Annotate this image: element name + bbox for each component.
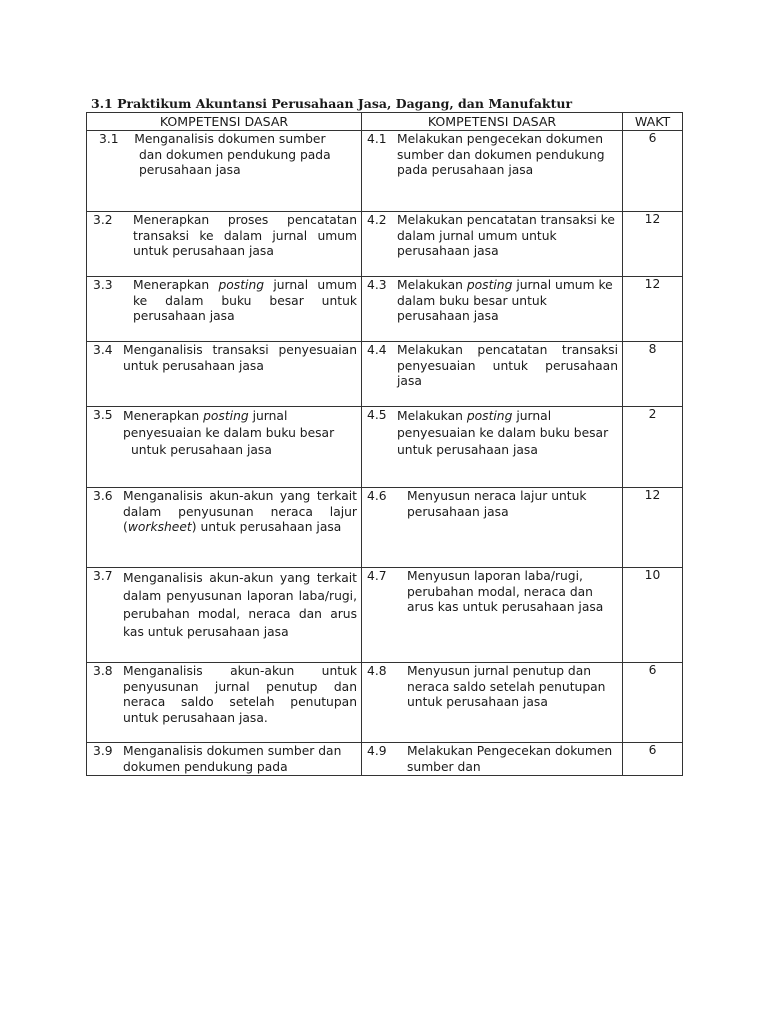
kd3-text-continued: dan dokumen pendukung pada perusahaan jasa: [139, 147, 331, 177]
kd3-text-continued: untuk perusahaan jasa: [131, 443, 272, 457]
kd4-cell: [362, 407, 623, 488]
kd4-cell: [362, 743, 623, 776]
kd4-text: Melakukan pencatatan transaksi penyesuaian untuk perusahaan jasa: [397, 343, 618, 388]
kd3-cell: [87, 568, 362, 663]
kd3-cell: [87, 407, 362, 488]
waktu-cell: 12: [623, 277, 683, 342]
kd3-text: Menerapkan posting jurnal penyesuaian ke dalam buku besar: [123, 409, 335, 440]
kd3-text: Menerapkan posting jurnal umum ke dalam buku besar untuk perusahaan jasa: [133, 278, 357, 323]
table-row: [87, 407, 683, 488]
waktu-cell: 8: [623, 342, 683, 407]
kd3-number: 3.5: [93, 408, 113, 422]
kd4-number: 4.7: [367, 569, 387, 583]
kd3-text: Menganalisis dokumen sumber: [134, 132, 326, 146]
kd4-cell: [362, 568, 623, 663]
kd4-number: 4.9: [367, 744, 387, 758]
kd4-text: Melakukan Pengecekan dokumen sumber dan: [407, 744, 613, 774]
kd3-text: Menganalisis transaksi penyesuaian untuk perusahaan jasa: [123, 343, 357, 373]
waktu-cell: 6: [623, 663, 683, 743]
kd4-number: 4.3: [367, 278, 387, 292]
table-header-row: [87, 113, 683, 131]
kd4-cell: [362, 488, 623, 568]
kd4-number: 4.6: [367, 489, 387, 503]
waktu-cell: 6: [623, 743, 683, 776]
kd3-cell: [87, 131, 362, 212]
kd4-number: 4.8: [367, 664, 387, 678]
kd3-text: Menganalisis akun-akun untuk penyusunan jurnal penutup dan neraca saldo setelah penutupan untuk perusahaan jasa.: [123, 664, 357, 725]
kd3-cell: [87, 663, 362, 743]
waktu-cell: 2: [623, 407, 683, 488]
kd3-text: Menganalisis dokumen sumber dan dokumen pendukung pada: [123, 744, 342, 774]
kd3-cell: [87, 277, 362, 342]
kd3-number: 3.6: [93, 489, 113, 503]
table-row: [87, 342, 683, 407]
kd3-number: 3.9: [93, 744, 113, 758]
kd3-number: 3.3: [93, 278, 113, 292]
table-row: [87, 277, 683, 342]
kd4-cell: [362, 663, 623, 743]
kd3-cell: [87, 488, 362, 568]
kd4-number: 4.4: [367, 343, 387, 357]
kd3-number: 3.1: [99, 132, 119, 146]
table-row: [87, 743, 683, 776]
kd3-text: Menganalisis akun-akun yang terkait dalam penyusunan laporan laba/rugi, perubahan modal, neraca dan arus kas untuk perusahaan jasa: [123, 571, 357, 639]
kd3-text: Menganalisis akun-akun yang terkait dalam penyusunan neraca lajur (worksheet) untuk perusahaan jasa: [123, 489, 357, 534]
waktu-cell: 12: [623, 212, 683, 277]
table-row: [87, 663, 683, 743]
kd4-text: Menyusun laporan laba/rugi, perubahan modal, neraca dan arus kas untuk perusahaan jasa: [407, 569, 604, 614]
competency-table: [86, 112, 683, 776]
header-kd3: KOMPETENSI DASAR: [87, 113, 362, 131]
header-waktu: WAKT: [623, 113, 683, 131]
kd4-text: Melakukan posting jurnal penyesuaian ke dalam buku besar untuk perusahaan jasa: [397, 409, 609, 457]
kd4-cell: [362, 277, 623, 342]
kd4-text: Menyusun neraca lajur untuk perusahaan jasa: [407, 489, 587, 519]
table-row: [87, 568, 683, 663]
table-row: [87, 212, 683, 277]
kd3-text: Menerapkan proses pencatatan transaksi ke dalam jurnal umum untuk perusahaan jasa: [133, 213, 357, 258]
header-kd4: KOMPETENSI DASAR: [362, 113, 623, 131]
kd4-cell: [362, 342, 623, 407]
kd3-cell: [87, 342, 362, 407]
kd4-text: Melakukan pengecekan dokumen sumber dan dokumen pendukung pada perusahaan jasa: [397, 132, 605, 177]
kd3-cell: [87, 743, 362, 776]
page-title: 3.1 Praktikum Akuntansi Perusahaan Jasa, Dagang, dan Manufaktur: [91, 96, 573, 111]
kd4-cell: [362, 212, 623, 277]
waktu-cell: 10: [623, 568, 683, 663]
kd3-cell: [87, 212, 362, 277]
kd4-number: 4.2: [367, 213, 387, 227]
kd4-number: 4.5: [367, 408, 387, 422]
kd3-number: 3.7: [93, 569, 113, 583]
kd4-text: Melakukan posting jurnal umum ke dalam buku besar untuk perusahaan jasa: [397, 278, 613, 323]
kd3-number: 3.8: [93, 664, 113, 678]
waktu-cell: 12: [623, 488, 683, 568]
kd3-number: 3.4: [93, 343, 113, 357]
kd4-number: 4.1: [367, 132, 387, 146]
kd3-number: 3.2: [93, 213, 113, 227]
table-row: [87, 488, 683, 568]
kd4-text: Melakukan pencatatan transaksi ke dalam jurnal umum untuk perusahaan jasa: [397, 213, 615, 258]
kd4-cell: [362, 131, 623, 212]
kd4-text: Menyusun jurnal penutup dan neraca saldo setelah penutupan untuk perusahaan jasa: [407, 664, 606, 709]
table-row: [87, 131, 683, 212]
waktu-cell: 6: [623, 131, 683, 212]
